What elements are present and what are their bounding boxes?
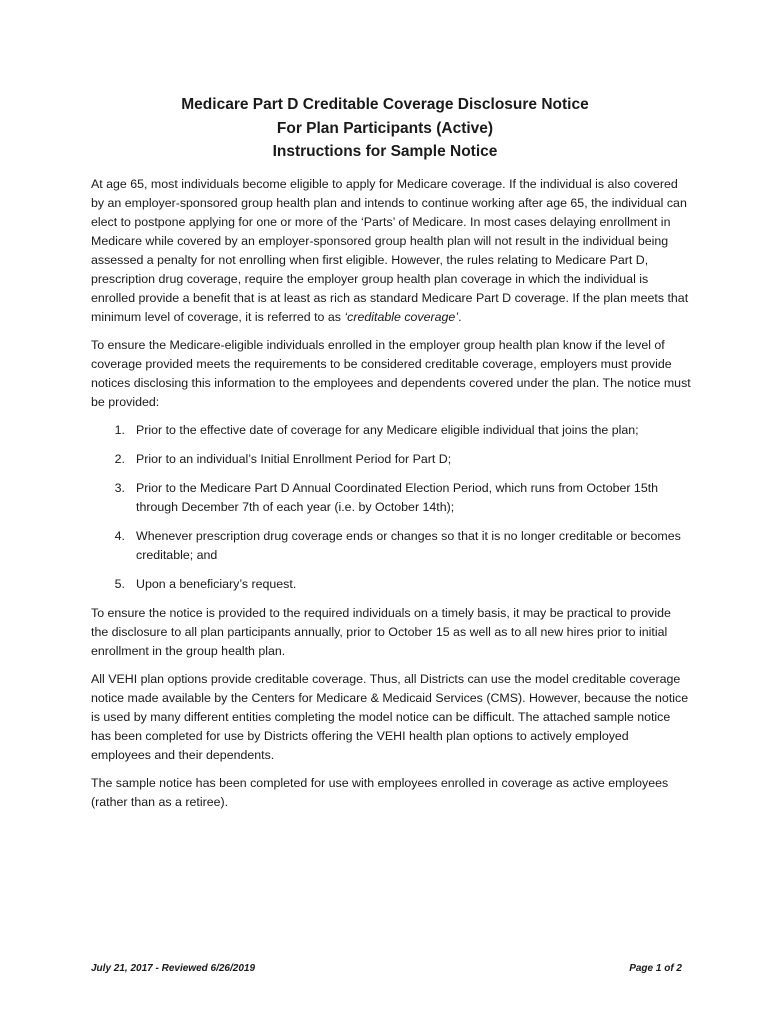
paragraph-requirements: To ensure the Medicare-eligible individuals enrolled in the employer group health plan know if the level of coverage provided meets the requirements to be considered creditable coverage, employers must provide notices disclosing this information to the employees and dependents covered under the plan. The notice must be provided: (91, 338, 691, 409)
title-line-2: For Plan Participants (Active) (276, 119, 494, 137)
list-item-text: Prior to an individual’s Initial Enrollment Period for Part D; (136, 452, 452, 466)
list-item-number: 4. (114, 529, 125, 543)
paragraph-intro-end: . (458, 310, 462, 324)
notice-timing-list (91, 421, 691, 594)
list-item-number: 1. (114, 423, 125, 437)
list-item-number: 2. (114, 452, 125, 466)
paragraph-vehi: All VEHI plan options provide creditable coverage. Thus, all Districts can use the model creditable coverage notice made available by the Centers for Medicare & Medicaid Services (CMS). However, because the notice is used by many different entities completing the model notice can be difficult. The attached sample notice has been completed for use by Districts offering the VEHI health plan options to actively employed employees and their dependents. (91, 672, 689, 762)
list-item-number: 3. (114, 481, 125, 495)
document-body (91, 175, 691, 821)
list-item-text: Prior to the effective date of coverage for any Medicare eligible individual that joins the plan; (136, 423, 639, 437)
document-title (0, 93, 770, 164)
list-item-text: Whenever prescription drug coverage ends or changes so that it is no longer creditable or becomes creditable; and (136, 529, 681, 562)
paragraph-intro (91, 175, 691, 327)
title-line-3: Instructions for Sample Notice (272, 143, 498, 160)
paragraph-sample-notice: The sample notice has been completed for use with employees enrolled in coverage as active employees (rather than as a retiree). (91, 776, 669, 809)
footer-page-number: Page 1 of 2 (629, 963, 682, 974)
creditable-coverage-term: ‘creditable coverage’ (344, 310, 459, 324)
list-item-number: 5. (114, 577, 125, 591)
list-item-text: Prior to the Medicare Part D Annual Coordinated Election Period, which runs from October 15th through December 7th of each year (i.e. by October 14th); (136, 481, 659, 514)
paragraph-intro-text: At age 65, most individuals become eligible to apply for Medicare coverage. If the individual is also covered by an employer-sponsored group health plan and intends to continue working after age 65, the individual can elect to postpone applying for one or more of the ‘Parts’ of Medicare. In most cases delaying enrollment in Medicare while covered by an employer-sponsored group health plan will not result in the individual being assessed a penalty for not enrolling when first eligible. However, the rules relating to Medicare Part D, prescription drug coverage, require the employer group health plan coverage in which the individual is enrolled provide a benefit that is at least as rich as standard Medicare Part D coverage. If the plan meets that minimum level of coverage, it is referred to as (91, 177, 689, 324)
list-item-text: Upon a beneficiary’s request. (136, 577, 297, 591)
paragraph-timing: To ensure the notice is provided to the required individuals on a timely basis, it may be practical to provide the disclosure to all plan participants annually, prior to October 15 as well as to all new hires prior to initial enrollment in the group health plan. (91, 606, 671, 658)
footer-date: July 21, 2017 - Reviewed 6/26/2019 (91, 963, 255, 974)
title-line-1: Medicare Part D Creditable Coverage Disclosure Notice (181, 96, 589, 113)
page-footer (91, 963, 682, 974)
list-item (91, 575, 691, 594)
list-item (91, 527, 691, 565)
list-item (91, 421, 691, 440)
list-item (91, 450, 691, 469)
list-item (91, 479, 691, 517)
